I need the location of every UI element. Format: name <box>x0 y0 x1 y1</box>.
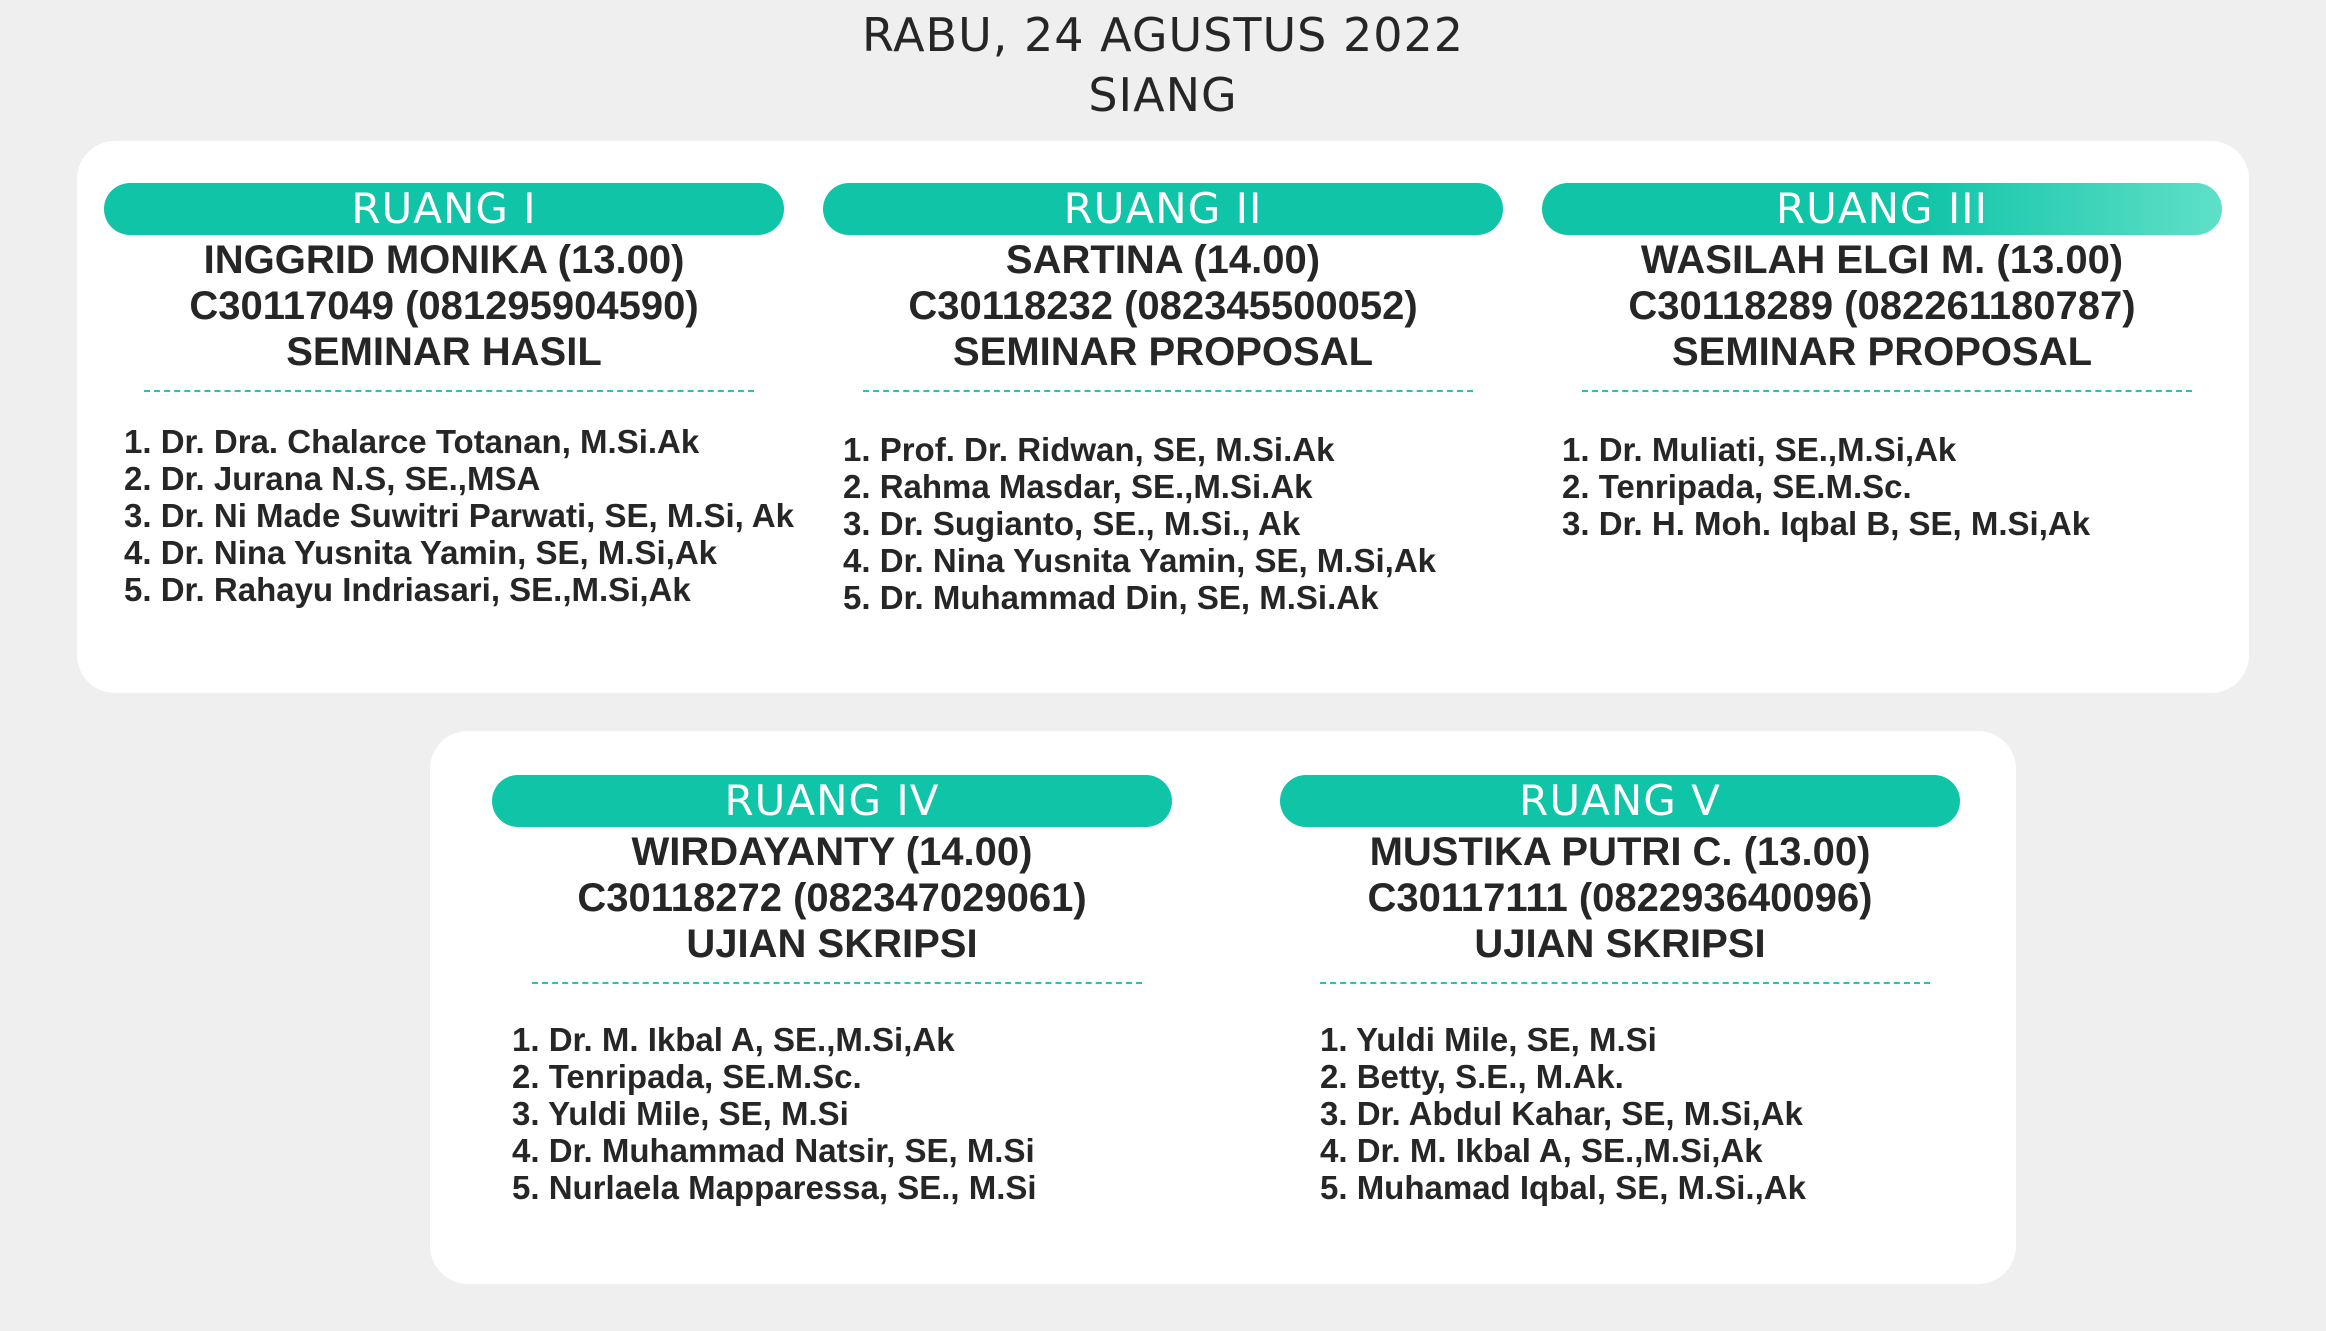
room-1-divider <box>144 390 754 392</box>
room-2-exam: SEMINAR PROPOSAL <box>952 330 1374 374</box>
examiner-item: 4. Dr. Nina Yusnita Yamin, SE, M.Si,Ak <box>124 534 718 571</box>
examiner-item: 3. Dr. Sugianto, SE., M.Si., Ak <box>843 505 1301 542</box>
room-4-id-phone: C30118272 (082347029061) <box>577 876 1087 920</box>
examiner-item: 1. Dr. M. Ikbal A, SE.,M.Si,Ak <box>512 1021 955 1058</box>
examiner-item: 3. Dr. Ni Made Suwitri Parwati, SE, M.Si, Ak <box>124 497 794 534</box>
room-4-info <box>492 829 1172 967</box>
examiner-item: 2. Rahma Masdar, SE.,M.Si.Ak <box>843 468 1313 505</box>
room-1-examiners <box>124 423 824 608</box>
rooms-panel-top <box>77 141 2249 693</box>
examiner-item: 2. Dr. Jurana N.S, SE.,MSA <box>124 460 541 497</box>
examiner-item: 2. Tenripada, SE.M.Sc. <box>1562 468 1912 505</box>
room-5-divider <box>1320 982 1930 984</box>
examiner-item: 4. Dr. Muhammad Natsir, SE, M.Si <box>512 1132 1035 1169</box>
room-2-divider <box>863 390 1473 392</box>
examiner-item: 3. Dr. Abdul Kahar, SE, M.Si,Ak <box>1320 1095 1803 1132</box>
examiner-item: 5. Nurlaela Mapparessa, SE., M.Si <box>512 1169 1037 1206</box>
examiner-item: 1. Dr. Dra. Chalarce Totanan, M.Si.Ak <box>124 423 700 460</box>
room-3-examiners <box>1562 431 2262 542</box>
examiner-item: 1. Dr. Muliati, SE.,M.Si,Ak <box>1562 431 1957 468</box>
examiner-item: 2. Betty, S.E., M.Ak. <box>1320 1058 1624 1095</box>
examiner-item: 1. Yuldi Mile, SE, M.Si <box>1320 1021 1657 1058</box>
room-2-student: SARTINA (14.00) <box>1005 238 1321 282</box>
examiner-item: 3. Dr. H. Moh. Iqbal B, SE, M.Si,Ak <box>1562 505 2091 542</box>
room-4-divider <box>532 982 1142 984</box>
page-session: SIANG <box>1088 68 1238 122</box>
room-4-student: WIRDAYANTY (14.00) <box>631 830 1033 874</box>
room-5-student: MUSTIKA PUTRI C. (13.00) <box>1369 830 1871 874</box>
examiner-item: 2. Tenripada, SE.M.Sc. <box>512 1058 862 1095</box>
room-4-exam: UJIAN SKRIPSI <box>686 922 978 966</box>
room-4-label: RUANG IV <box>492 775 1172 827</box>
examiner-item: 5. Dr. Muhammad Din, SE, M.Si.Ak <box>843 579 1379 616</box>
room-5-info <box>1280 829 1960 967</box>
rooms-panel-bottom <box>430 731 2016 1284</box>
room-5-label: RUANG V <box>1280 775 1960 827</box>
room-3-label: RUANG III <box>1542 183 2222 235</box>
room-1-label: RUANG I <box>104 183 784 235</box>
room-5-exam: UJIAN SKRIPSI <box>1474 922 1766 966</box>
room-3-student: WASILAH ELGI M. (13.00) <box>1640 238 2124 282</box>
examiner-item: 1. Prof. Dr. Ridwan, SE, M.Si.Ak <box>843 431 1335 468</box>
room-1-id-phone: C30117049 (081295904590) <box>189 284 699 328</box>
room-2-info <box>823 237 1503 375</box>
room-3-id-phone: C30118289 (082261180787) <box>1628 284 2136 328</box>
room-5-id-phone: C30117111 (082293640096) <box>1367 876 1873 920</box>
room-3-info <box>1542 237 2222 375</box>
examiner-item: 5. Dr. Rahayu Indriasari, SE.,M.Si,Ak <box>124 571 691 608</box>
examiner-item: 3. Yuldi Mile, SE, M.Si <box>512 1095 849 1132</box>
room-3-exam: SEMINAR PROPOSAL <box>1671 330 2093 374</box>
room-3-divider <box>1582 390 2192 392</box>
page-date: RABU, 24 AGUSTUS 2022 <box>861 8 1465 62</box>
room-1-exam: SEMINAR HASIL <box>286 330 602 374</box>
room-1-info <box>104 237 784 375</box>
room-1-student: INGGRID MONIKA (13.00) <box>203 238 685 282</box>
room-2-label: RUANG II <box>823 183 1503 235</box>
examiner-item: 5. Muhamad Iqbal, SE, M.Si.,Ak <box>1320 1169 1806 1206</box>
room-5-examiners <box>1320 1021 2020 1206</box>
room-4-examiners <box>512 1021 1212 1206</box>
examiner-item: 4. Dr. M. Ikbal A, SE.,M.Si,Ak <box>1320 1132 1763 1169</box>
room-2-id-phone: C30118232 (082345500052) <box>908 284 1418 328</box>
room-2-examiners <box>843 431 1543 616</box>
examiner-item: 4. Dr. Nina Yusnita Yamin, SE, M.Si,Ak <box>843 542 1437 579</box>
